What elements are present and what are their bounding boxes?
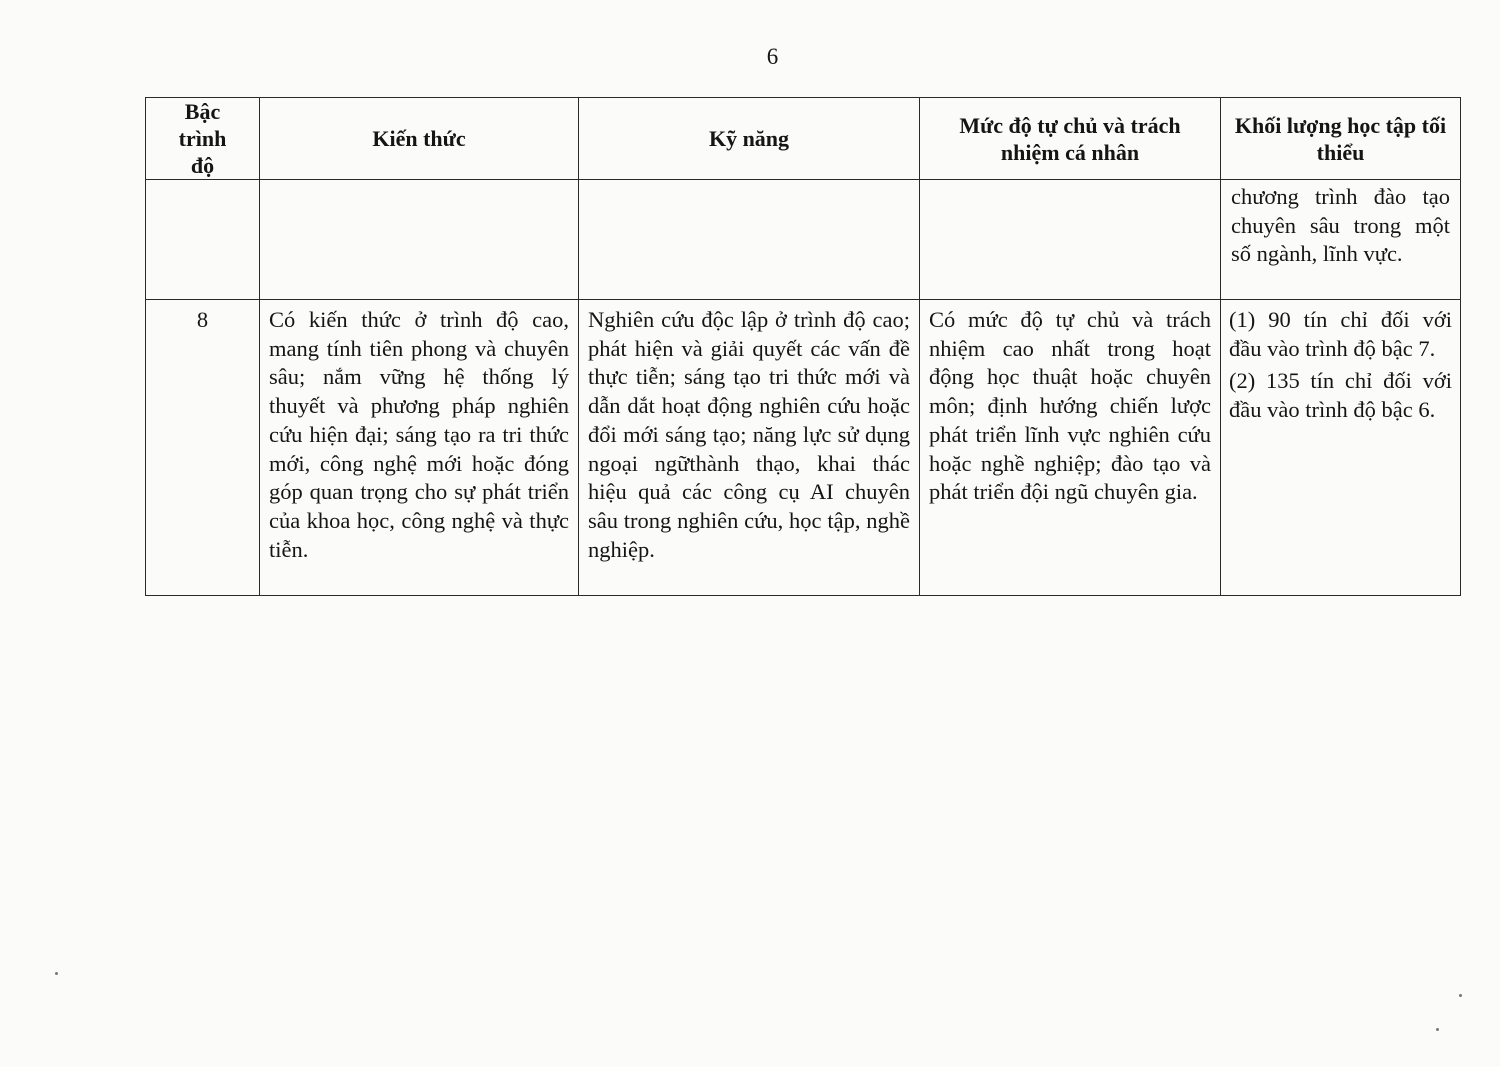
volume-item: (2) 135 tín chỉ đối với đầu vào trình độ bậc 6. xyxy=(1229,368,1452,423)
header-knowledge: Kiến thức xyxy=(260,98,579,180)
scan-speck xyxy=(1436,1028,1439,1031)
table-row-continuation xyxy=(146,180,1461,300)
cell-volume xyxy=(1221,180,1461,300)
scan-speck xyxy=(55,972,58,975)
cell-knowledge xyxy=(260,180,579,300)
scan-speck xyxy=(1459,994,1462,997)
cell-knowledge xyxy=(260,300,579,596)
cell-skills xyxy=(579,300,920,596)
cell-skills xyxy=(579,180,920,300)
knowledge-text: Có kiến thức ở trình độ cao, mang tính tiên phong và chuyên sâu; nắm vững hệ thống lý thuyết và phương pháp nghiên cứu hiện đại; sáng tạo ra tri thức mới, công nghệ mới hoặc đóng góp quan trọng cho sự phát triển của khoa học, công nghệ và thực tiễn. xyxy=(269,307,569,562)
table-row xyxy=(146,300,1461,596)
header-volume: Khối lượng học tập tối thiểu xyxy=(1221,98,1461,180)
page-number: 6 xyxy=(766,44,779,69)
cell-level xyxy=(146,300,260,596)
table-header-row xyxy=(146,98,1461,180)
volume-continuation-text: chương trình đào tạo chuyên sâu trong một số ngành, lĩnh vực. xyxy=(1231,184,1450,266)
volume-item: (1) 90 tín chỉ đối với đầu vào trình độ bậc 7. xyxy=(1229,307,1452,361)
cell-autonomy xyxy=(920,300,1221,596)
qualification-table xyxy=(145,97,1461,596)
cell-autonomy xyxy=(920,180,1221,300)
header-level: Bậc trình độ xyxy=(146,98,260,180)
skills-text: Nghiên cứu độc lập ở trình độ cao; phát hiện và giải quyết các vấn đề thực tiễn; sáng tạo tri thức mới và dẫn dắt hoạt động nghiên cứu hoặc đổi mới sáng tạo; năng lực sử dụng ngoại ngữthành thạo, khai thác hiệu quả các công cụ AI chuyên sâu trong nghiên cứu, học tập, nghề nghiệp. xyxy=(588,307,910,562)
autonomy-text: Có mức độ tự chủ và trách nhiệm cao nhất trong hoạt động học thuật hoặc chuyên môn; định hướng chiến lược phát triển lĩnh vực nghiên cứu hoặc nghề nghiệp; đào tạo và phát triển đội ngũ chuyên gia. xyxy=(929,307,1211,505)
header-skills: Kỹ năng xyxy=(579,98,920,180)
header-autonomy: Mức độ tự chủ và trách nhiệm cá nhân xyxy=(920,98,1221,180)
cell-volume xyxy=(1221,300,1461,596)
cell-level xyxy=(146,180,260,300)
level-value: 8 xyxy=(196,307,209,332)
